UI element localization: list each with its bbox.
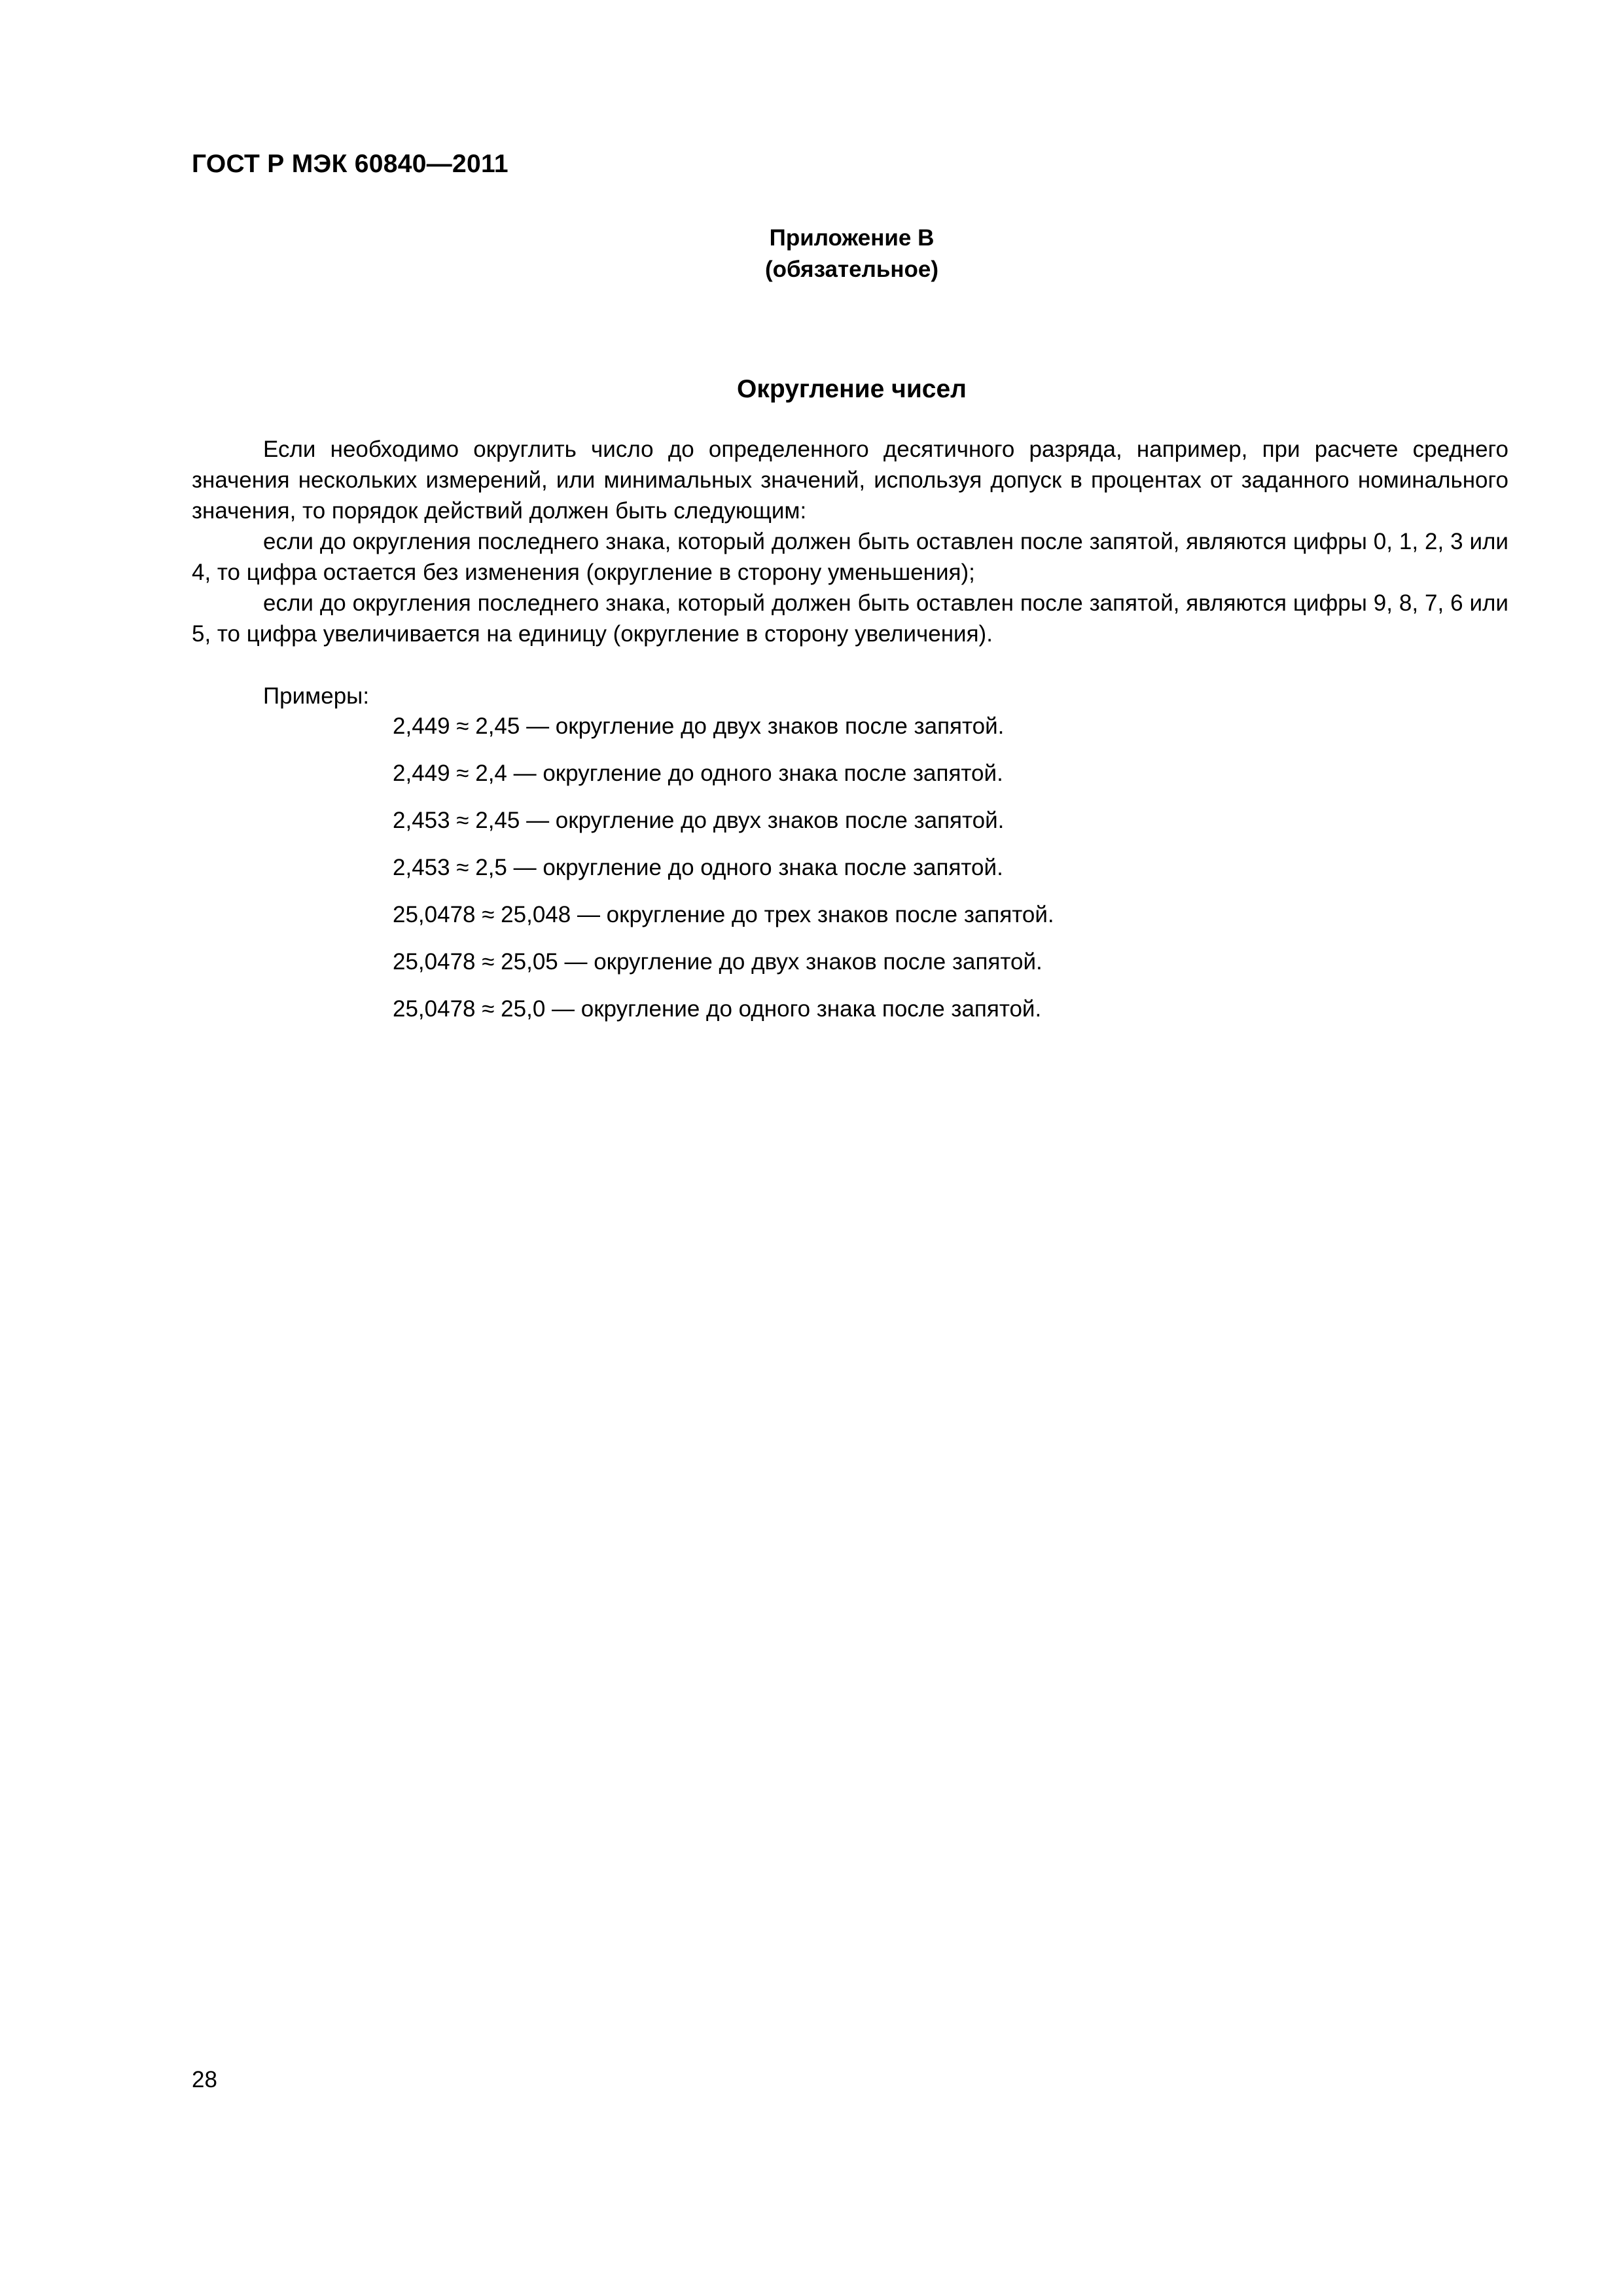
document-code-header: ГОСТ Р МЭК 60840—2011 xyxy=(192,150,508,178)
example-item: 25,0478 ≈ 25,048 — округление до трех знаков после запятой. xyxy=(393,902,1054,927)
appendix-status: (обязательное) xyxy=(764,257,938,282)
page-number: 28 xyxy=(192,2067,217,2092)
example-item: 2,449 ≈ 2,4 — округление до одного знака после запятой. xyxy=(393,761,1003,786)
examples-list xyxy=(393,711,1054,1041)
appendix-title: Приложение В xyxy=(769,225,935,251)
appendix-heading xyxy=(0,223,1623,285)
paragraph-round-down-rule: если до округления последнего знака, который должен быть оставлен после запятой, являются цифры 0, 1, 2, 3 или 4, то цифра остается без изменения (округление в сторону уменьшения); xyxy=(192,529,1508,585)
example-item: 2,453 ≈ 2,45 — округление до двух знаков после запятой. xyxy=(393,808,1005,833)
example-item: 25,0478 ≈ 25,0 — округление до одного знака после запятой. xyxy=(393,996,1042,1022)
example-item: 2,449 ≈ 2,45 — округление до двух знаков после запятой. xyxy=(393,713,1005,739)
example-item: 25,0478 ≈ 25,05 — округление до двух знаков после запятой. xyxy=(393,949,1043,975)
paragraph-round-up-rule: если до округления последнего знака, который должен быть оставлен после запятой, являются цифры 9, 8, 7, 6 или 5, то цифра увеличивается на единицу (округление в сторону увеличения). xyxy=(192,590,1508,647)
examples-label: Примеры: xyxy=(263,683,370,709)
paragraph-intro: Если необходимо округлить число до определенного десятичного разряда, например, при расчете среднего значения нескольких измерений, или минимальных значений, используя допуск в процентах от заданного номинального значения, то порядок действий должен быть следующим: xyxy=(192,437,1508,524)
example-item: 2,453 ≈ 2,5 — округление до одного знака после запятой. xyxy=(393,855,1003,880)
body-text xyxy=(192,434,1508,649)
section-title: Округление чисел xyxy=(737,375,967,403)
